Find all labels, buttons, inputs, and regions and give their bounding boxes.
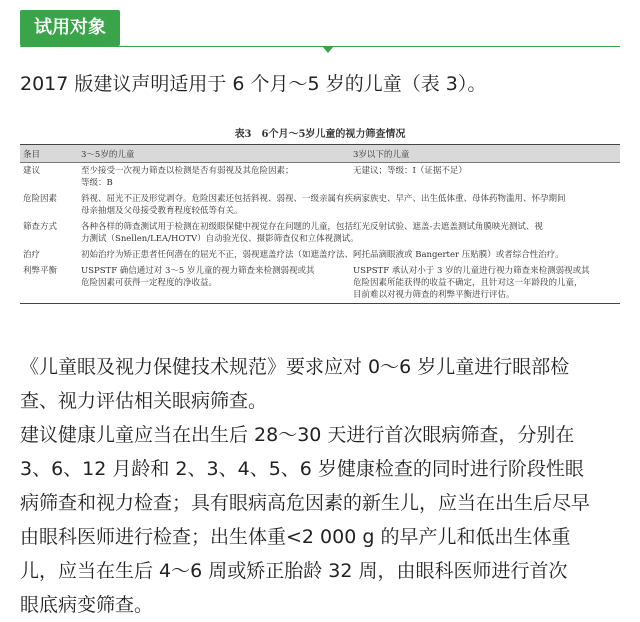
table-row xyxy=(20,219,620,247)
paragraph-screening-schedule xyxy=(20,418,624,622)
table-header-cell: 3～5岁的儿童 xyxy=(78,145,350,163)
table-header-cell: 条目 xyxy=(20,145,78,163)
cell-line: USPSTF 确信通过对 3～5 岁儿童的视力筛查来检测弱视或其 xyxy=(81,266,315,276)
cell-line: 至少接受一次视力筛查以检测是否有弱视及其危险因素； xyxy=(81,166,294,176)
cell-line: 等级：B xyxy=(81,178,113,188)
table-caption: 表3 6个月～5岁儿童的视力筛查情况 xyxy=(234,129,406,140)
table-row xyxy=(20,247,620,263)
paragraph-line: 建议健康儿童应当在出生后 28～30 天进行首次眼病筛查，分别在 xyxy=(20,424,575,446)
table-cell xyxy=(350,263,620,304)
paragraph-line: 查、视力评估相关眼病筛查。 xyxy=(20,390,268,412)
table-cell xyxy=(78,163,350,192)
cell-line: 母亲抽烟及父母接受教育程度较低等有关。 xyxy=(81,206,243,216)
cell-line: 斜视、屈光不正及形觉剥夺。危险因素还包括斜视、弱视、一级亲属有疾病家族史、早产、出生低体重、母体药物滥用、怀孕期间 xyxy=(81,194,566,204)
row-label: 利弊平衡 xyxy=(20,263,78,304)
table-cell xyxy=(78,247,620,263)
paragraph-eye-care-standard xyxy=(20,350,624,418)
section-title: 试用对象 xyxy=(20,10,120,46)
cell-line: 无建议；等级：I（证据不足） xyxy=(353,166,467,176)
cell-line: 初始治疗为矫正患者任何潜在的屈光不正，弱视遮盖疗法（如遮盖疗法、阿托品滴眼液或 Bangerter 压贴膜）或者综合性治疗。 xyxy=(81,250,564,260)
divider-arrow-icon xyxy=(322,46,334,53)
screening-table xyxy=(20,144,620,304)
paragraph-line: 眼底病变筛查。 xyxy=(20,594,154,616)
paragraph-line: 《儿童眼及视力保健技术规范》要求应对 0～6 岁儿童进行眼部检 xyxy=(20,356,570,378)
section-divider xyxy=(20,46,620,47)
table-3-image xyxy=(20,126,620,316)
table-cell xyxy=(350,163,620,192)
cell-line: 危险因素所能获得的收益不确定，且针对这一年龄段的儿童， xyxy=(353,278,583,288)
cell-line: 力测试（Snellen/LEA/HOTV）自动验光仪、摄影筛查仪和立体视测试。 xyxy=(81,234,359,244)
row-label: 危险因素 xyxy=(23,194,58,204)
table-cell xyxy=(78,263,350,304)
row-label: 治疗 xyxy=(23,250,41,260)
paragraph-line: 由眼科医师进行检查；出生体重<2 000 g 的早产儿和低出生体重 xyxy=(20,526,571,548)
table-row xyxy=(20,191,620,219)
table-row xyxy=(20,163,620,192)
cell-line: 目前难以对视力筛查的利弊平衡进行评估。 xyxy=(353,290,515,300)
table-cell xyxy=(78,219,620,247)
row-label: 建议 xyxy=(23,166,41,176)
section-header xyxy=(20,10,620,50)
row-label: 筛查方式 xyxy=(23,222,58,232)
paragraph-line: 儿，应当在生后 4～6 周或矫正胎龄 32 周，由眼科医师进行首次 xyxy=(20,560,568,582)
cell-line: 各种各样的筛查测试用于检测在初级眼保健中视觉存在问题的儿童，包括红光反射试验、遮盖-去遮盖测试角膜映光测试、视 xyxy=(81,222,543,232)
cell-line: 危险因素可获得一定程度的净收益。 xyxy=(81,278,218,288)
cell-line: USPSTF 承认对小于 3 岁的儿童进行视力筛查来检测弱视或其 xyxy=(353,266,590,276)
table-header-cell: 3岁以下的儿童 xyxy=(350,145,620,163)
intro-text: 2017 版建议声明适用于 6 个月～5 岁的儿童（表 3）。 xyxy=(20,73,487,95)
paragraph-line: 3、6、12 月龄和 2、3、4、5、6 岁健康检查的同时进行阶段性眼 xyxy=(20,458,584,480)
paragraph-line: 病筛查和视力检查；具有眼病高危因素的新生儿，应当在出生后尽早 xyxy=(20,492,591,514)
table-cell xyxy=(78,191,620,219)
table-row xyxy=(20,263,620,304)
table-header-row xyxy=(20,145,620,163)
